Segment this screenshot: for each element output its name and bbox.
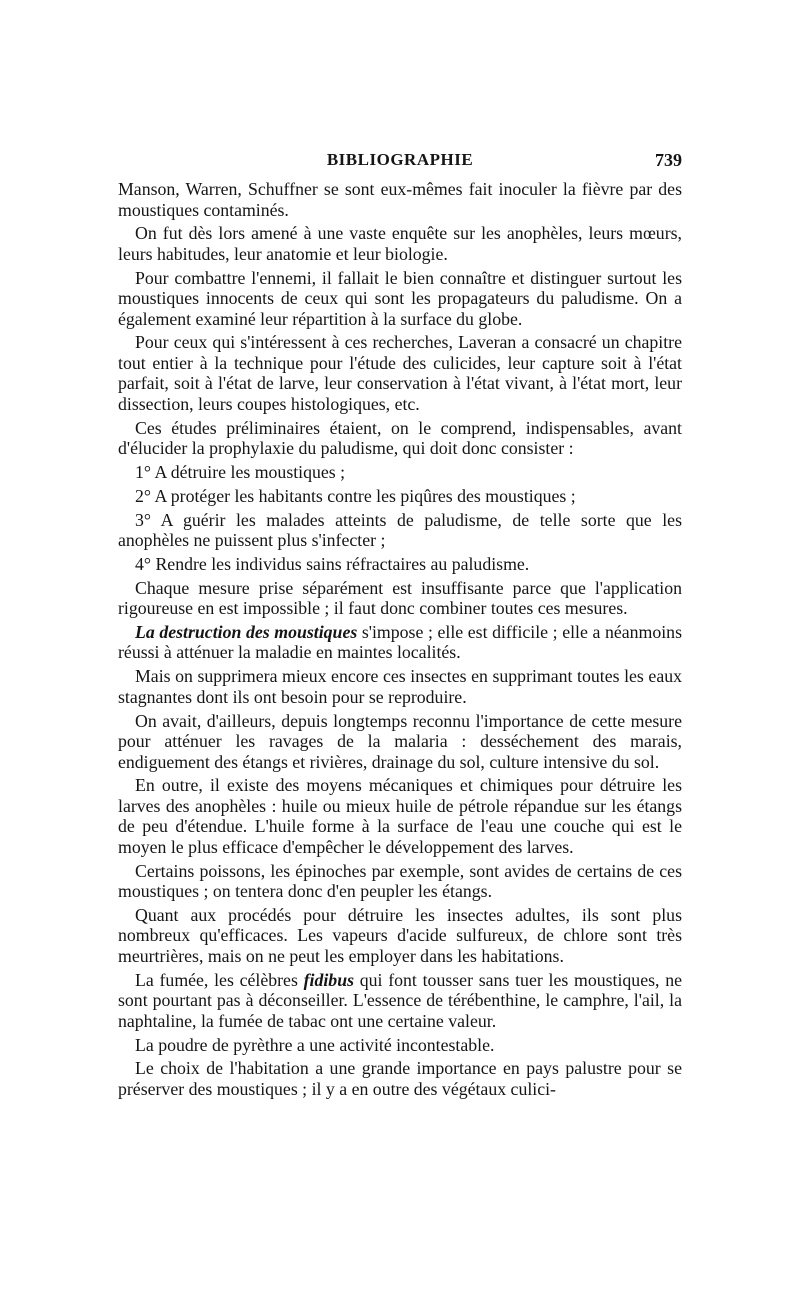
- paragraph: On avait, d'ailleurs, depuis longtemps reconnu l'importance de cette mesure pour atténuer les ravages de la malaria : desséchement des marais, endiguement des étangs et rivières, drainage du sol, culture intensive du sol.: [118, 710, 682, 772]
- list-item: 4° Rendre les individus sains réfractaires au paludisme.: [135, 553, 530, 574]
- paragraph: Pour combattre l'ennemi, il fallait le bien connaître et distinguer surtout les moustiques innocents de ceux qui sont les propagateurs du paludisme. On a également examiné leur répartition à la surface du globe.: [118, 267, 682, 329]
- list-item: 2° A protéger les habitants contre les piqûres des moustiques ;: [135, 485, 576, 506]
- body-text: [118, 179, 682, 1103]
- paragraph: Manson, Warren, Schuffner se sont eux-mêmes fait inoculer la fièvre par des moustiques contaminés.: [118, 179, 682, 220]
- running-title: BIBLIOGRAPHIE: [326, 150, 474, 169]
- running-head: [118, 150, 682, 176]
- page-number: 739: [655, 150, 682, 170]
- paragraph-text: qui font tousser sans tuer les moustiques, ne sont pourtant pas à déconseiller. L'essence de térébenthine, le camphre, l'ail, la naphtaline, la fumée de tabac ont une certaine valeur.: [118, 969, 682, 1031]
- paragraph: Mais on supprimera mieux encore ces insectes en supprimant toutes les eaux stagnantes dont ils ont besoin pour se reproduire.: [118, 666, 682, 707]
- paragraph: La poudre de pyrèthre a une activité incontestable.: [135, 1034, 495, 1055]
- paragraph: Chaque mesure prise séparément est insuffisante parce que l'application rigoureuse en est impossible ; il faut donc combiner toutes ces mesures.: [118, 577, 682, 619]
- paragraph: Certains poissons, les épinoches par exemple, sont avides de certains de ces moustiques ; on tentera donc d'en peupler les étangs.: [118, 860, 682, 902]
- paragraph: [118, 970, 682, 1032]
- paragraph: [118, 622, 682, 663]
- emphasis: fidibus: [303, 969, 355, 990]
- paragraph-text: s'impose ; elle est difficile ; elle a néanmoins réussi à atténuer la maladie en maintes localités.: [118, 621, 682, 663]
- paragraph: Pour ceux qui s'intéressent à ces recherches, Laveran a consacré un chapitre tout entier à la technique pour l'étude des culicides, leur capture soit à l'état parfait, soit à l'état de larve, leur conservation à l'état vivant, à l'état mort, leur dissection, leurs coupes histologiques, etc.: [118, 332, 682, 414]
- list-item: 3° A guérir les malades atteints de paludisme, de telle sorte que les anophèles ne puissent plus s'infecter ;: [118, 509, 682, 551]
- paragraph: En outre, il existe des moyens mécaniques et chimiques pour détruire les larves des anophèles : huile ou mieux huile de pétrole répandue sur les étangs de peu d'étendue. L'huile forme à la surface de l'eau une couche qui est le moyen le plus efficace d'empêcher le développement des larves.: [118, 775, 682, 857]
- paragraph: Le choix de l'habitation a une grande importance en pays palustre pour se préserver des moustiques ; il y a en outre des végétaux culici-: [118, 1058, 682, 1099]
- paragraph: On fut dès lors amené à une vaste enquête sur les anophèles, leurs mœurs, leurs habitudes, leur anatomie et leur biologie.: [118, 223, 682, 264]
- paragraph-text: La fumée, les célèbres: [135, 969, 304, 990]
- list-item: 1° A détruire les moustiques ;: [135, 461, 346, 482]
- paragraph: Quant aux procédés pour détruire les insectes adultes, ils sont plus nombreux qu'efficaces. Les vapeurs d'acide sulfureux, de chlore sont très meurtrières, mais on ne peut les employer dans les habitations.: [118, 904, 682, 966]
- paragraph: Ces études préliminaires étaient, on le comprend, indispensables, avant d'élucider la prophylaxie du paludisme, qui doit donc consister :: [118, 417, 682, 459]
- emphasis: La destruction des moustiques: [135, 621, 358, 642]
